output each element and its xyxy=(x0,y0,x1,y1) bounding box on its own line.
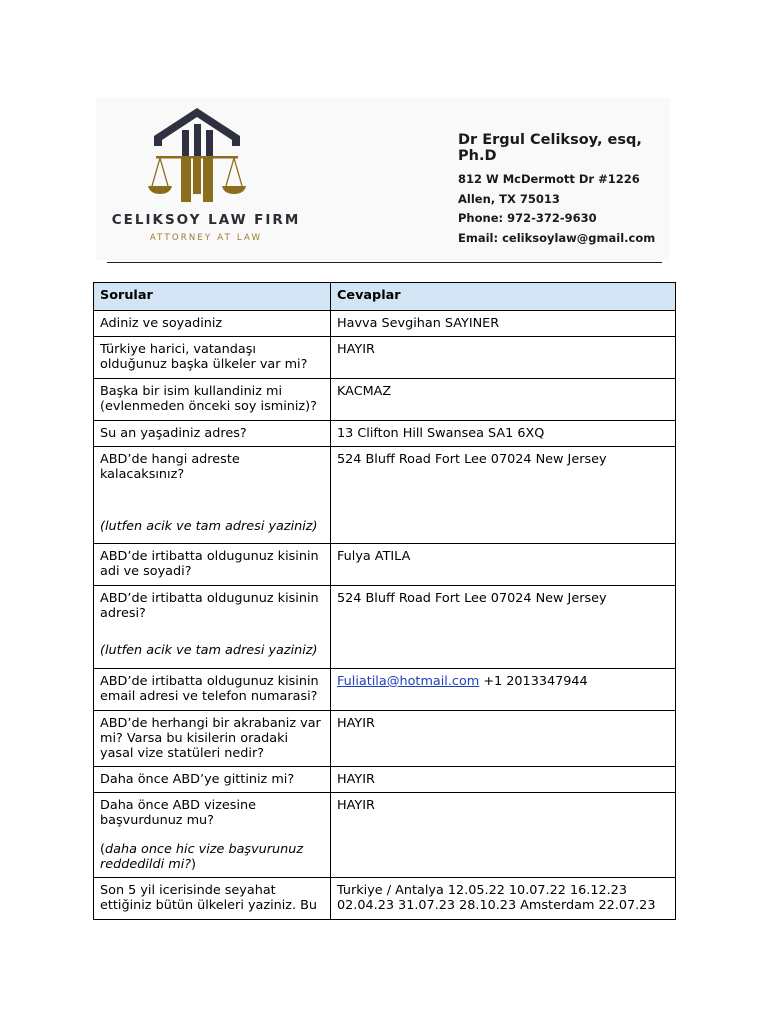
scales-of-justice-logo-icon xyxy=(146,102,248,206)
table-row xyxy=(94,544,676,586)
question-cell: ABD’de irtibatta oldugunuz kisinin adi ve soyadi? xyxy=(94,544,331,586)
question-cell: ABD’de irtibatta oldugunuz kisinin email adresi ve telefon numarasi? xyxy=(94,669,331,711)
answer-cell: KACMAZ xyxy=(331,379,676,421)
contact-block xyxy=(458,132,670,249)
answer-cell: Havva Sevgihan SAYINER xyxy=(331,311,676,337)
firm-tagline: ATTORNEY AT LAW xyxy=(149,233,263,243)
letterhead xyxy=(96,98,670,260)
question-note: daha once hic vize başvurunuz reddedildi mi? xyxy=(100,842,304,872)
answer-cell: Turkiye / Antalya 12.05.22 10.07.22 16.12.23 02.04.23 31.07.23 28.10.23 Amsterdam 22.07.23 xyxy=(331,878,676,920)
question-cell: ABD’de herhangi bir akrabaniz var mi? Varsa bu kisilerin oradaki yasal vize statüleri nedir? xyxy=(94,711,331,767)
question-cell xyxy=(94,447,331,544)
question-note-close: ) xyxy=(191,857,197,872)
answer-cell: 524 Bluff Road Fort Lee 07024 New Jersey xyxy=(331,447,676,544)
table-row xyxy=(94,878,676,920)
answer-cell: HAYIR xyxy=(331,711,676,767)
question-text: ABD’de hangi adreste kalacaksınız? xyxy=(100,452,240,482)
question-cell: Daha önce ABD’ye gittiniz mi? xyxy=(94,767,331,793)
answer-cell: Fulya ATILA xyxy=(331,544,676,586)
table-row xyxy=(94,311,676,337)
email-address: Email: celiksoylaw@gmail.com xyxy=(458,231,656,246)
questionnaire-table xyxy=(93,282,676,920)
phone-number: Phone: 972-372-9630 xyxy=(458,211,597,226)
question-cell: Türkiye harici, vatandaşı olduğunuz başka ülkeler var mi? xyxy=(94,337,331,379)
table-row xyxy=(94,793,676,878)
table-row xyxy=(94,586,676,669)
table-row xyxy=(94,767,676,793)
question-cell: Başka bir isim kullandiniz mi (evlenmeden önceki soy isminiz)? xyxy=(94,379,331,421)
attorney-name: Dr Ergul Celiksoy, esq, Ph.D xyxy=(458,132,642,164)
contact-email-link[interactable]: Fuliatila@hotmail.com xyxy=(337,674,480,689)
question-cell: Adiniz ve soyadiniz xyxy=(94,311,331,337)
address-line-1: 812 W McDermott Dr #1226 xyxy=(458,172,640,186)
table-row xyxy=(94,447,676,544)
question-cell xyxy=(94,586,331,669)
table-row xyxy=(94,421,676,447)
answer-cell: 13 Clifton Hill Swansea SA1 6XQ xyxy=(331,421,676,447)
header-divider xyxy=(107,262,662,263)
answer-cell: HAYIR xyxy=(331,793,676,878)
answer-cell: HAYIR xyxy=(331,337,676,379)
answer-cell: 524 Bluff Road Fort Lee 07024 New Jersey xyxy=(331,586,676,669)
answer-cell xyxy=(331,669,676,711)
table-row xyxy=(94,669,676,711)
question-cell: Su an yaşadiniz adres? xyxy=(94,421,331,447)
column-header-questions: Sorular xyxy=(94,283,331,311)
question-text: Daha önce ABD vizesine başvurdunuz mu? xyxy=(100,798,257,828)
question-note-open: ( xyxy=(100,842,105,857)
question-note: (lutfen acik ve tam adresi yaziniz) xyxy=(100,519,318,534)
table-row xyxy=(94,337,676,379)
table-header-row xyxy=(94,283,676,311)
question-text: ABD’de irtibatta oldugunuz kisinin adresi? xyxy=(100,591,319,621)
table-row xyxy=(94,711,676,767)
address-line-2: Allen, TX 75013 xyxy=(458,191,560,206)
contact-phone-number: +1 2013347944 xyxy=(479,674,588,689)
firm-name: CELIKSOY LAW FIRM xyxy=(111,212,301,228)
question-cell: Son 5 yil icerisinde seyahat ettiğiniz bütün ülkeleri yaziniz. Bu xyxy=(94,878,331,920)
column-header-answers: Cevaplar xyxy=(331,283,676,311)
table-row xyxy=(94,379,676,421)
question-cell xyxy=(94,793,331,878)
answer-cell: HAYIR xyxy=(331,767,676,793)
question-note: (lutfen acik ve tam adresi yaziniz) xyxy=(100,643,318,658)
